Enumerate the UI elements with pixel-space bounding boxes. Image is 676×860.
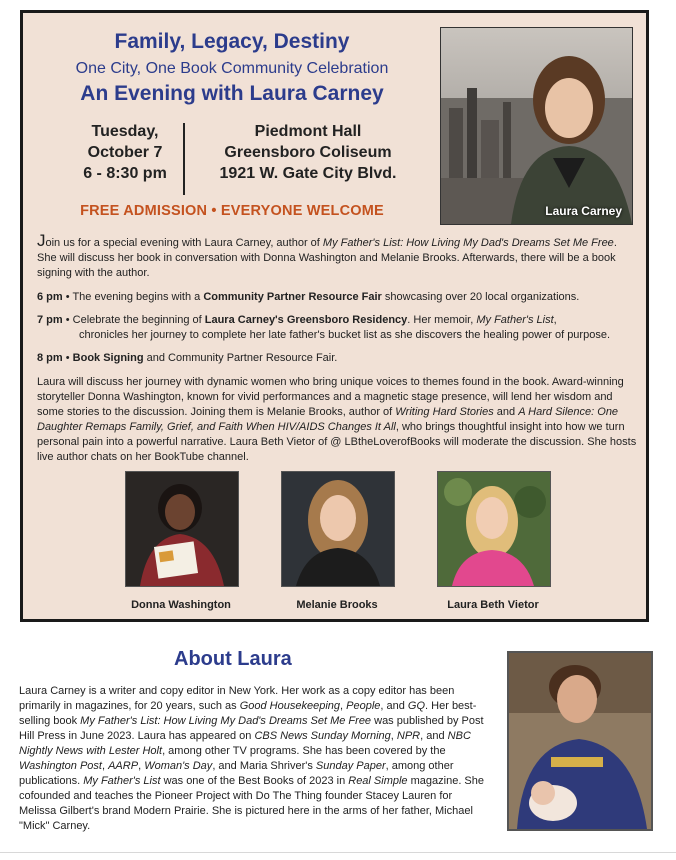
venue-address: 1921 W. Gate City Blvd. bbox=[219, 165, 397, 182]
admission-banner: FREE ADMISSION • EVERYONE WELCOME bbox=[80, 203, 384, 219]
flyer-header bbox=[23, 27, 441, 106]
discussion-paragraph: Laura will discuss her journey with dynamic women who bring unique voices to themes found in the book. Award-winning storyteller Donna Washington, known for vivid performances and a magnetic stage presence, will lend her wisdom and some stories to the discussion. Joining them is Melanie Brooks, author of Writing Hard Stories and A Hard Silence: One Daughter Remaps Family, Grief, and Faith When HIV/AIDS Changes It All, who brings thoughtful insight into how we turn personal pain into a powerful narrative. Laura Beth Vietor of @ LBtheLoverofBooks will moderate the discussion. She hosts live author chats on her BookTube channel. bbox=[37, 376, 637, 463]
flyer-subheadline: One City, One Book Community Celebration bbox=[75, 60, 389, 77]
event-date-time bbox=[71, 121, 179, 184]
event-day: Tuesday, bbox=[91, 123, 159, 140]
intro-dropcap: J bbox=[37, 231, 46, 250]
schedule-time: 6 pm bbox=[37, 291, 63, 303]
schedule-item: 7 pm • Celebrate the beginning of Laura Carney's Greensboro Residency. Her memoir, My Father's List, chronicles her journey to complete her late father's bucket list as she discovers the healing power of purpose. bbox=[37, 314, 610, 341]
venue-building: Greensboro Coliseum bbox=[224, 144, 392, 161]
panelist-name: Melanie Brooks bbox=[296, 599, 378, 611]
book-title: My Father's List: How Living My Dad's Dreams Set Me Free bbox=[322, 237, 614, 249]
schedule-item: 6 pm • The evening begins with a Community Partner Resource Fair showcasing over 20 local organizations. bbox=[37, 291, 580, 303]
panelist-name: Donna Washington bbox=[131, 599, 231, 611]
event-flyer bbox=[20, 10, 649, 622]
venue-hall: Piedmont Hall bbox=[254, 123, 362, 140]
city-portrait-image bbox=[441, 28, 632, 224]
father-and-baby-photo bbox=[507, 651, 653, 831]
about-heading: About Laura bbox=[174, 648, 292, 670]
flyer-headline: Family, Legacy, Destiny bbox=[114, 30, 350, 53]
schedule-item: 8 pm • Book Signing and Community Partner Resource Fair. bbox=[37, 352, 338, 364]
event-schedule bbox=[37, 290, 637, 374]
laura-beth-vietor-photo bbox=[437, 471, 551, 587]
hero-photo-caption: Laura Carney bbox=[545, 204, 622, 218]
schedule-time: 7 pm bbox=[37, 314, 63, 326]
event-time: 6 - 8:30 pm bbox=[83, 165, 167, 182]
schedule-time: 8 pm bbox=[37, 352, 63, 364]
melanie-brooks-photo bbox=[281, 471, 395, 587]
donna-washington-photo bbox=[125, 471, 239, 587]
event-date: October 7 bbox=[87, 144, 163, 161]
page-bottom-rule bbox=[0, 852, 676, 853]
laura-carney-photo bbox=[440, 27, 633, 225]
event-venue bbox=[193, 121, 423, 184]
about-paragraph: Laura Carney is a writer and copy editor in New York. Her work as a copy editor has been primarily in magazines, for 20 years, such as Good Housekeeping, People, and GQ. Her best-selling book My Father's List: How Living My Dad's Dreams Set Me Free was published by Post Hill Press in June 2023. Laura has appeared on CBS News Sunday Morning, NPR, and NBC Nightly News with Lester Holt, among other TV programs. She has been covered by the Washington Post, AARP, Woman's Day, and Maria Shriver's Sunday Paper, among other publications. My Father's List was one of the Best Books of 2023 in Real Simple magazine. She cofounded and teaches the Pioneer Project with Do The Thing founder Stacey Lauren for Melissa Gilbert's brand Modern Prairie. She is pictured here in the arms of her father, Michael "Mick" Carney. bbox=[19, 685, 484, 832]
event-details bbox=[71, 121, 411, 197]
panelist-name: Laura Beth Vietor bbox=[447, 599, 539, 611]
details-divider bbox=[183, 123, 185, 195]
intro-paragraph: Join us for a special evening with Laura Carney, author of My Father's List: How Living My Dad's Dreams Set Me Free. She will discuss her book in conversation with Donna Washington and Melanie Brooks. Afterwards, there will be a book signing with the author. bbox=[37, 231, 617, 279]
flyer-event-title: An Evening with Laura Carney bbox=[80, 82, 384, 105]
